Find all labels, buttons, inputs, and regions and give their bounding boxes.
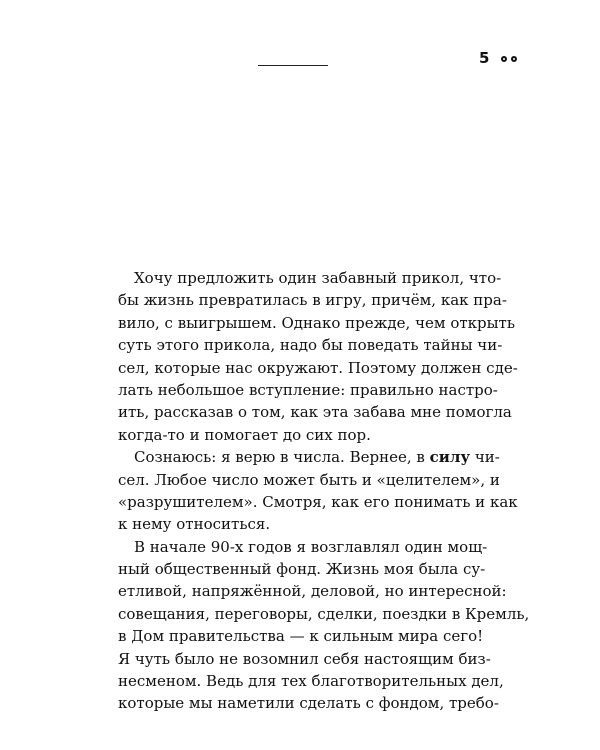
text-line: сел, которые нас окружают. Поэтому должен сде- [118, 358, 518, 377]
dots-icon [501, 56, 517, 62]
text-line: ный общественный фонд. Жизнь моя была су- [118, 560, 486, 579]
text-line: к нему относиться. [118, 515, 271, 534]
text-line: совещания, переговоры, сделки, поездки в Кремль, [118, 604, 530, 623]
page-number: 5 [479, 49, 490, 67]
text-line: которые мы наметили сделать с фондом, требо- [118, 694, 499, 713]
emphasis-word: силу [429, 448, 471, 467]
text-run: Сознаюсь: я верю в числа. Вернее, в [134, 448, 430, 467]
text-line: лать небольшое вступление: правильно настро- [118, 380, 498, 399]
text-line: несменом. Ведь для тех благотворительных дел, [118, 672, 504, 691]
text-line: суть этого прикола, надо бы поведать тайны чи- [118, 336, 503, 355]
paragraph [118, 446, 518, 536]
body-text [118, 267, 530, 715]
text-line: Я чуть было не возомнил себя настоящим биз- [118, 649, 491, 668]
header-rule [258, 65, 328, 66]
text-line: ить, рассказав о том, как эта забава мне помогла [118, 403, 512, 422]
text-line [118, 446, 500, 468]
dot-ornament [511, 56, 517, 62]
text-line: Хочу предложить один забавный прикол, что- [134, 269, 502, 287]
text-line: «разрушителем». Смотря, как его понимать и как [118, 492, 518, 511]
text-line: бы жизнь превратилась в игру, причём, как пра- [118, 291, 507, 310]
text-line: когда-то и помогает до сих пор. [118, 425, 371, 444]
text-line: В начале 90-х годов я возглавлял один мощ- [134, 537, 488, 556]
paragraph [118, 536, 530, 715]
text-line: етливой, напряжённой, деловой, но интересной: [118, 582, 507, 601]
paragraph [118, 267, 518, 446]
text-line: сел. Любое число может быть и «целителем», и [118, 470, 500, 489]
text-run: чи- [470, 448, 500, 467]
dot-ornament [501, 56, 507, 62]
text-line: в Дом правительства — к сильным мира сего! [118, 627, 484, 646]
text-line: вило, с выигрышем. Однако прежде, чем открыть [118, 313, 516, 332]
